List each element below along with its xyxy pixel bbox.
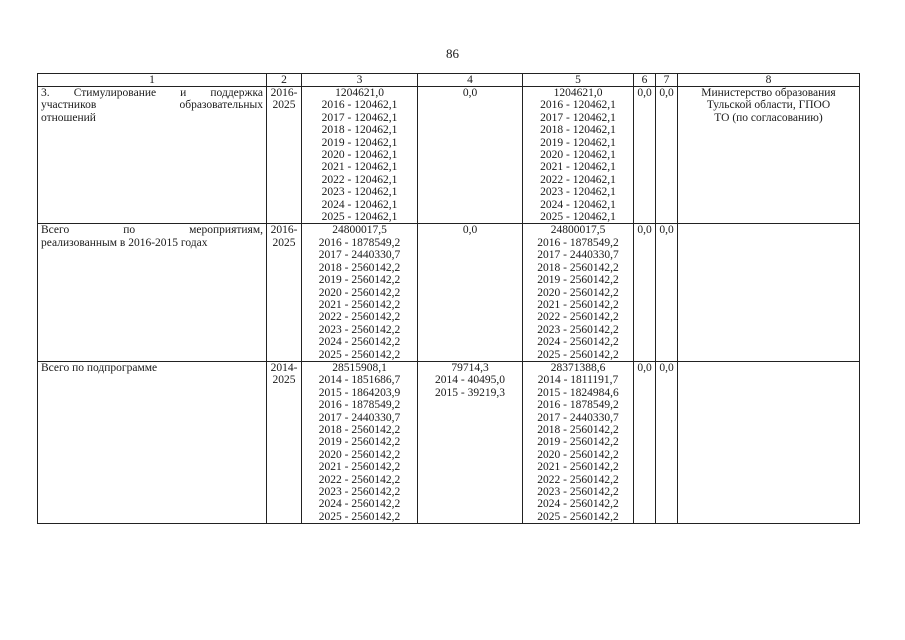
cell-line: 2024 - 120462,1 [321,198,398,211]
column-header: 6 [634,74,656,87]
cell-line: 2023 - 2560142,2 [537,323,619,336]
cell-line: 2022 - 2560142,2 [318,473,401,486]
cell-line: реализованным в 2016-2015 годах [41,236,208,249]
regional-budget-cell [523,224,634,361]
cell-line: 2014 - 1851686,7 [318,374,401,387]
cell-line: 2015 - 39219,3 [435,386,505,399]
cell-line: 2022 - 2560142,2 [537,311,619,324]
cell-line: 3. Стимулирование и поддержка [41,87,263,99]
cell-line: Всего по мероприятиям, [41,224,263,237]
cell-line: 2024 - 2560142,2 [318,498,401,511]
table-row [38,87,860,224]
cell-line: 24800017,5 [332,224,387,237]
local-budget-cell: 0,0 [634,224,656,361]
cell-line: 2022 - 120462,1 [540,173,616,186]
cell-line: 2017 - 2440330,7 [537,249,619,262]
period-cell: 2016-2025 [267,224,302,361]
cell-line: 2020 - 2560142,2 [537,286,619,299]
cell-line: 24800017,5 [550,224,606,237]
cell-line: 2017 - 2440330,7 [537,411,619,424]
cell-line: 2023 - 2560142,2 [537,486,619,498]
cell-line: 2016 - 1878549,2 [318,236,401,249]
federal-budget-cell [418,87,523,224]
cell-line: участников образовательных [41,99,263,112]
cell-line: 0,0 [462,224,478,237]
cell-line: 2014 - 1811191,7 [537,374,619,387]
column-header: 7 [656,74,678,87]
extrabudgetary-cell: 0,0 [656,87,678,224]
cell-line: Тульской области, ГПОО [706,99,831,112]
activity-name-cell [38,361,267,523]
cell-line: 2018 - 2560142,2 [318,423,401,436]
cell-line: 2025 - 2560142,2 [537,348,619,361]
table-row [38,361,860,523]
column-header: 3 [302,74,418,87]
cell-line: 28515908,1 [332,361,387,374]
activity-name-cell [38,224,267,361]
cell-line: 2023 - 120462,1 [540,186,616,199]
total-funding-cell [302,361,418,523]
cell-line: 2014 - 40495,0 [435,374,505,387]
cell-line: 1204621,0 [553,87,603,99]
table-header-row [38,74,860,87]
federal-budget-cell [418,361,523,523]
cell-line: 2021 - 2560142,2 [318,461,401,474]
period-cell: 2014-2025 [267,361,302,523]
cell-line: 28371388,6 [550,361,606,374]
cell-line: 2024 - 2560142,2 [537,498,619,511]
cell-line: 2020 - 2560142,2 [318,286,401,299]
cell-line: 2020 - 2560142,2 [318,448,401,461]
cell-line: 2018 - 120462,1 [540,124,616,137]
extrabudgetary-cell: 0,0 [656,361,678,523]
cell-line: Министерство образования [701,87,836,99]
cell-line: 2019 - 120462,1 [321,136,398,149]
cell-line: 2016 - 1878549,2 [318,399,401,412]
page-number: 86 [446,46,459,61]
cell-line: 2020 - 120462,1 [321,149,398,162]
cell-line: 2017 - 120462,1 [540,111,616,124]
cell-line: 2017 - 120462,1 [321,111,398,124]
extrabudgetary-cell: 0,0 [656,224,678,361]
cell-line: 2025 - 2560142,2 [318,510,401,523]
local-budget-cell: 0,0 [634,361,656,523]
cell-line: 2023 - 2560142,2 [318,323,401,336]
cell-line: 2025 - 120462,1 [321,211,398,224]
total-funding-cell [302,224,418,361]
cell-line: 2019 - 2560142,2 [537,274,619,287]
cell-line: 2025 - 2560142,2 [537,510,619,523]
cell-line: 2022 - 120462,1 [321,173,398,186]
cell-line: 2021 - 2560142,2 [318,298,401,311]
column-header: 8 [678,74,860,87]
cell-line: 2015 - 1824984,6 [537,386,619,399]
regional-budget-cell [523,361,634,523]
cell-line: 1204621,0 [335,87,384,99]
cell-line: 2018 - 2560142,2 [537,261,619,274]
column-header: 5 [523,74,634,87]
cell-line: 2017 - 2440330,7 [318,249,401,262]
responsible-executor-cell [678,361,860,523]
cell-line: 2021 - 120462,1 [321,161,398,174]
program-table [37,73,860,524]
federal-budget-cell [418,224,523,361]
total-funding-cell [302,87,418,224]
cell-line: 2021 - 2560142,2 [537,298,619,311]
cell-line: 2015 - 1864203,9 [318,386,401,399]
cell-line: 2019 - 2560142,2 [318,436,401,449]
cell-line: 2016 - 1878549,2 [537,399,619,412]
cell-line: 79714,3 [451,361,489,374]
cell-line: Всего по подпрограмме [41,361,158,374]
cell-line: 2018 - 2560142,2 [537,423,619,436]
cell-line: 2020 - 2560142,2 [537,448,619,461]
cell-line: 2023 - 120462,1 [321,186,398,199]
activity-name-cell [38,87,267,224]
cell-line: 2024 - 120462,1 [540,198,616,211]
period-cell: 2016-2025 [267,87,302,224]
cell-line: 2019 - 120462,1 [540,136,616,149]
cell-line: 2019 - 2560142,2 [318,274,401,287]
local-budget-cell: 0,0 [634,87,656,224]
cell-line: 2024 - 2560142,2 [318,336,401,349]
responsible-executor-cell [678,224,860,361]
cell-line: 2024 - 2560142,2 [537,336,619,349]
cell-line: 2025 - 2560142,2 [318,348,401,361]
cell-line: 2022 - 2560142,2 [318,311,401,324]
cell-line: 2022 - 2560142,2 [537,473,619,486]
cell-line: 2017 - 2440330,7 [318,411,401,424]
cell-line: 2021 - 120462,1 [540,161,616,174]
responsible-executor-cell [678,87,860,224]
cell-line: 0,0 [462,87,478,99]
column-header: 1 [38,74,267,87]
cell-line: 2025 - 120462,1 [540,211,616,224]
table-row [38,224,860,361]
column-header: 4 [418,74,523,87]
cell-line: 2016 - 1878549,2 [537,236,619,249]
cell-line: отношений [41,111,96,124]
cell-line: 2019 - 2560142,2 [537,436,619,449]
cell-line: 2018 - 120462,1 [321,124,398,137]
cell-line: 2020 - 120462,1 [540,149,616,162]
regional-budget-cell [523,87,634,224]
cell-line: 2021 - 2560142,2 [537,461,619,474]
cell-line: 2018 - 2560142,2 [318,261,401,274]
cell-line: 2016 - 120462,1 [540,99,616,112]
cell-line: 2016 - 120462,1 [321,99,398,112]
cell-line: ТО (по согласованию) [714,111,823,124]
cell-line: 2023 - 2560142,2 [318,486,401,498]
column-header: 2 [267,74,302,87]
